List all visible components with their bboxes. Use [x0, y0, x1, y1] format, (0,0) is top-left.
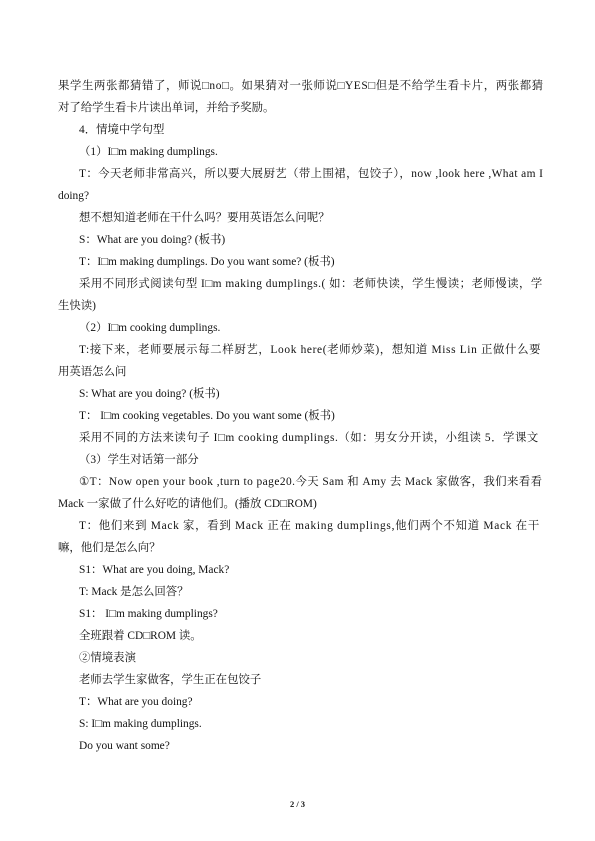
text-line: 用英语怎么问	[58, 366, 127, 378]
line-text: T:接下来，老师要展示每二样厨艺，Look here(老师炒菜)，想知道 Miss Lin 正做什么要	[79, 344, 542, 356]
text-line: S：What are you doing? (板书)	[79, 234, 226, 246]
text-line: T：I□m making dumplings. Do you want some? (板书)	[79, 256, 335, 268]
text-line: Do you want some?	[79, 740, 170, 752]
text-line: 全班跟着 CD□ROM 读。	[79, 630, 202, 642]
line-text: T：今天老师非常高兴，所以要大展厨艺（带上围裙，包饺子），now ,look here ,What am I	[79, 168, 544, 180]
text-line	[79, 167, 543, 181]
text-line	[79, 343, 543, 357]
line-text: ①T：Now open your book ,turn to page20.今天 Sam 和 Amy 去 Mack 家做客，我们来看看	[79, 476, 543, 488]
line-text: 果学生两张都猜错了，师说□no□。如果猜对一张师说□YES□但是不给学生看卡片，两张都猜	[58, 80, 544, 92]
text-line: Mack 一家做了什么好吃的请他们。(播放 CD□ROM)	[58, 498, 317, 510]
subsection-heading: （2）I□m cooking dumplings.	[79, 322, 221, 334]
text-line: T: Mack 是怎么回答？	[79, 586, 189, 598]
text-line: 想不想知道老师在干什么吗？要用英语怎么问呢？	[79, 212, 330, 224]
text-line	[79, 475, 543, 489]
line-text: T：他们来到 Mack 家，看到 Mack 正在 making dumplings,他们两个不知道 Mack 在干	[79, 520, 540, 532]
text-line: T：What are you doing?	[79, 696, 193, 708]
text-line: 对了给学生看卡片读出单词，并给予奖励。	[58, 102, 275, 114]
text-line	[58, 79, 543, 93]
text-line: 嘛，他们是怎么向？	[58, 542, 161, 554]
subsection-heading: （1）I□m making dumplings.	[79, 146, 218, 158]
text-line: 生快读)	[58, 300, 96, 312]
text-line	[79, 431, 539, 445]
text-line	[79, 277, 543, 291]
page-number: 2 / 3	[289, 799, 306, 809]
text-line: S1： I□m making dumplings?	[79, 608, 218, 620]
section-heading: 4．情境中学句型	[79, 124, 165, 136]
text-line: T： I□m cooking vegetables. Do you want some (板书)	[79, 410, 335, 422]
line-text: 采用不同的方法来读句子 I□m cooking dumplings.（如：男女分开读，小组读 5．学课文	[79, 432, 539, 444]
text-line: S: What are you doing? (板书)	[79, 388, 220, 400]
line-text: 采用不同形式阅读句型 I□m making dumplings.( 如：老师快读，学生慢读；老师慢读，学	[79, 278, 543, 290]
text-line: S: I□m making dumplings.	[79, 718, 202, 730]
text-line: S1：What are you doing, Mack?	[79, 564, 230, 576]
text-line: 老师去学生家做客，学生正在包饺子	[79, 674, 262, 686]
text-line	[79, 519, 543, 533]
subsection-heading: ②情境表演	[79, 652, 136, 664]
text-line: doing?	[58, 190, 90, 202]
subsection-heading: （3）学生对话第一部分	[79, 454, 199, 466]
